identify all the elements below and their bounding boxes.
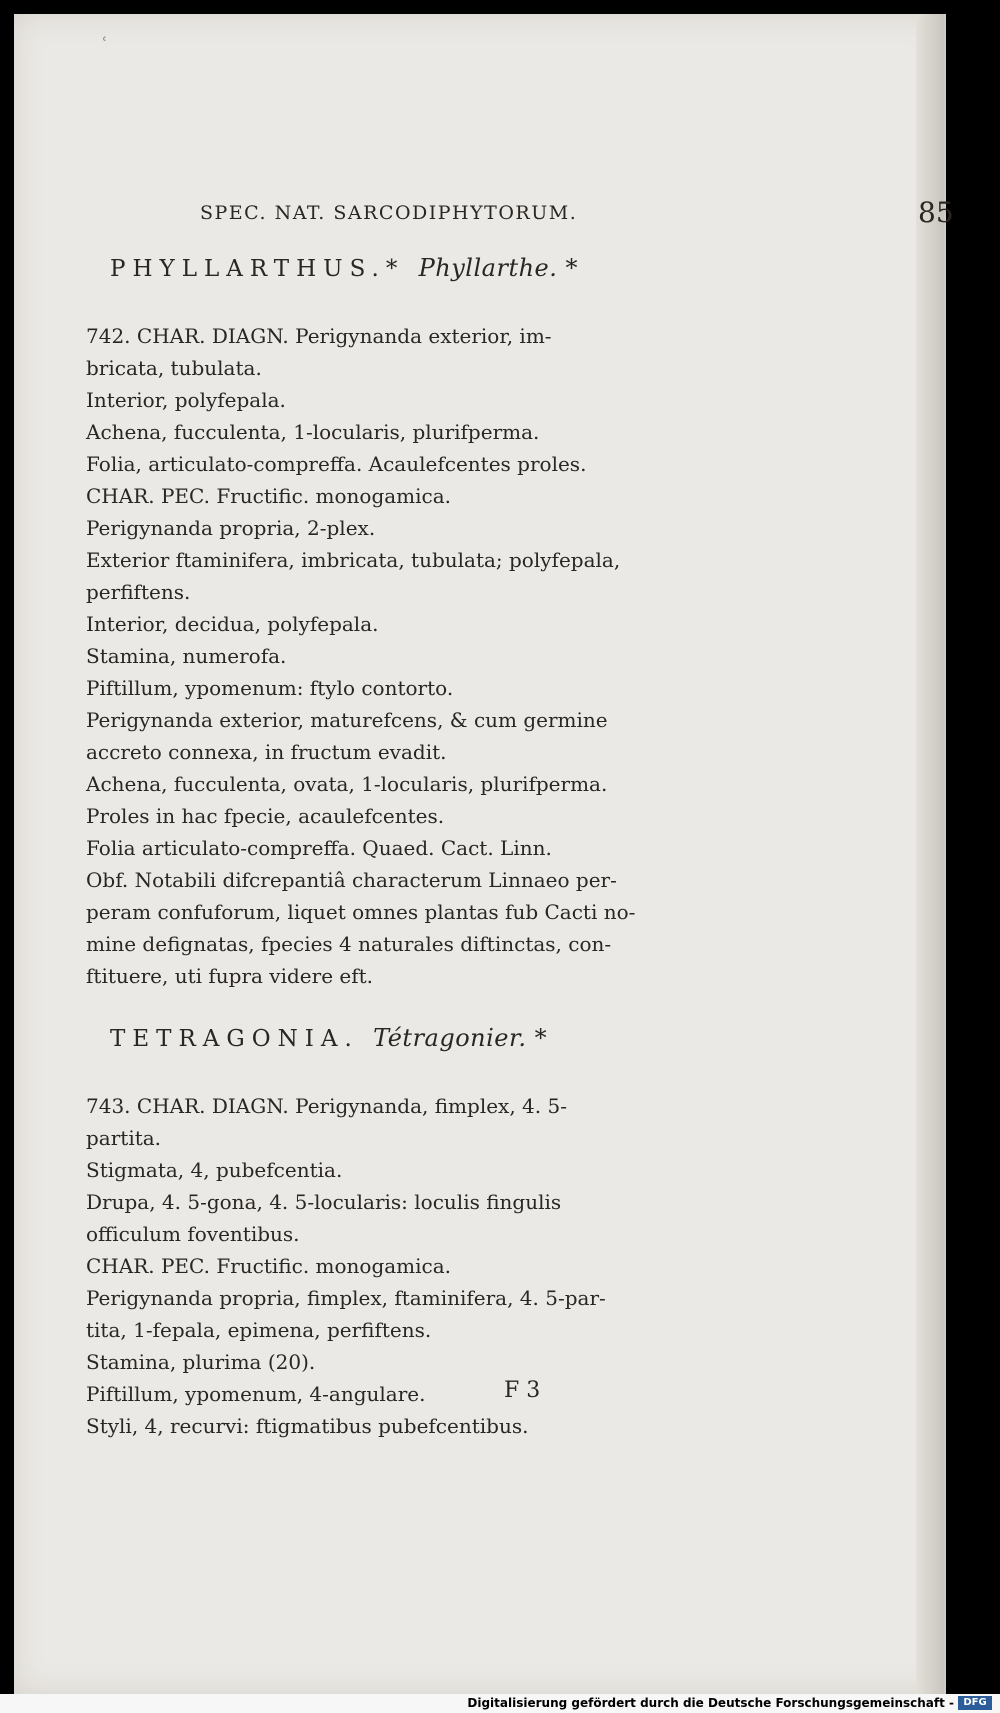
genus-name: TETRAGONIA.	[110, 1026, 359, 1052]
text-line: perfiftens.	[86, 580, 191, 604]
text-line: tita, 1-fepala, epimena, perfiftens.	[86, 1318, 432, 1342]
text-line: Folia articulato-compreffa. Quaed. Cact. Linn.	[86, 836, 552, 860]
text-line: Perigynanda propria, fimplex, ftaminifera, 4. 5-par-	[86, 1286, 606, 1310]
text-line: Interior, polyfepala.	[86, 388, 286, 412]
genus-name: PHYLLARTHUS.*	[110, 256, 405, 282]
footer-credit: Digitalisierung gefördert durch die Deutsche Forschungsgemeinschaft -	[467, 1696, 954, 1710]
ink-smudge: ʿ	[102, 34, 108, 55]
dfg-logo: DFG	[958, 1696, 992, 1710]
text-line: Piftillum, ypomenum, 4-angulare.	[86, 1382, 426, 1406]
running-head: SPEC. NAT. SARCODIPHYTORUM.	[200, 202, 578, 224]
text-line: 742. CHAR. DIAGN. Perigynanda exterior, im-	[86, 324, 552, 348]
text-line: Stamina, numerofa.	[86, 644, 287, 668]
text-line: Drupa, 4. 5-gona, 4. 5-locularis: loculis fingulis	[86, 1190, 562, 1214]
text-line: CHAR. PEC. Fructific. monogamica.	[86, 484, 452, 508]
text-line: Stigmata, 4, pubefcentia.	[86, 1158, 343, 1182]
text-line: Obf. Notabili difcrepantiâ characterum Linnaeo per-	[86, 868, 617, 892]
book-page	[14, 14, 954, 1694]
page-gutter	[916, 14, 944, 1694]
text-line: Piftillum, ypomenum: ftylo contorto.	[86, 676, 454, 700]
text-line: mine defignatas, fpecies 4 naturales diftinctas, con-	[86, 932, 612, 956]
text-line: officulum foventibus.	[86, 1222, 300, 1246]
page-body	[86, 254, 700, 1442]
section-gap	[86, 992, 700, 1024]
text-line: bricata, tubulata.	[86, 356, 262, 380]
genus-heading-phyllarthus	[110, 254, 700, 282]
genus-heading-tetragonia	[110, 1024, 700, 1052]
text-line: accreto connexa, in fructum evadit.	[86, 740, 447, 764]
text-line: Perigynanda propria, 2-plex.	[86, 516, 376, 540]
text-line: Perigynanda exterior, maturefcens, & cum germine	[86, 708, 608, 732]
text-line: ftituere, uti fupra videre eft.	[86, 964, 374, 988]
text-line: partita.	[86, 1126, 162, 1150]
text-line: Styli, 4, recurvi: ftigmatibus pubefcentibus.	[86, 1414, 529, 1438]
genus-vernacular: Tétragonier. *	[373, 1024, 548, 1052]
text-line: Proles in hac fpecie, acaulefcentes.	[86, 804, 445, 828]
signature-mark: F 3	[504, 1378, 541, 1403]
text-line: CHAR. PEC. Fructific. monogamica.	[86, 1254, 452, 1278]
text-line: Folia, articulato-compreffa. Acaulefcentes proles.	[86, 452, 587, 476]
text-line: Achena, fucculenta, ovata, 1-locularis, plurifperma.	[86, 772, 608, 796]
text-line: Interior, decidua, polyfepala.	[86, 612, 379, 636]
text-line: Exterior ftaminifera, imbricata, tubulata; polyfepala,	[86, 548, 621, 572]
genus-vernacular: Phyllarthe. *	[418, 254, 578, 282]
text-line: Stamina, plurima (20).	[86, 1350, 316, 1374]
text-line: Achena, fucculenta, 1-locularis, plurifperma.	[86, 420, 540, 444]
text-line: peram confuforum, liquet omnes plantas fub Cacti no-	[86, 900, 636, 924]
page-number: 85	[918, 196, 954, 229]
text-line: 743. CHAR. DIAGN. Perigynanda, fimplex, 4. 5-	[86, 1094, 567, 1118]
digitization-footer	[0, 1694, 1000, 1713]
